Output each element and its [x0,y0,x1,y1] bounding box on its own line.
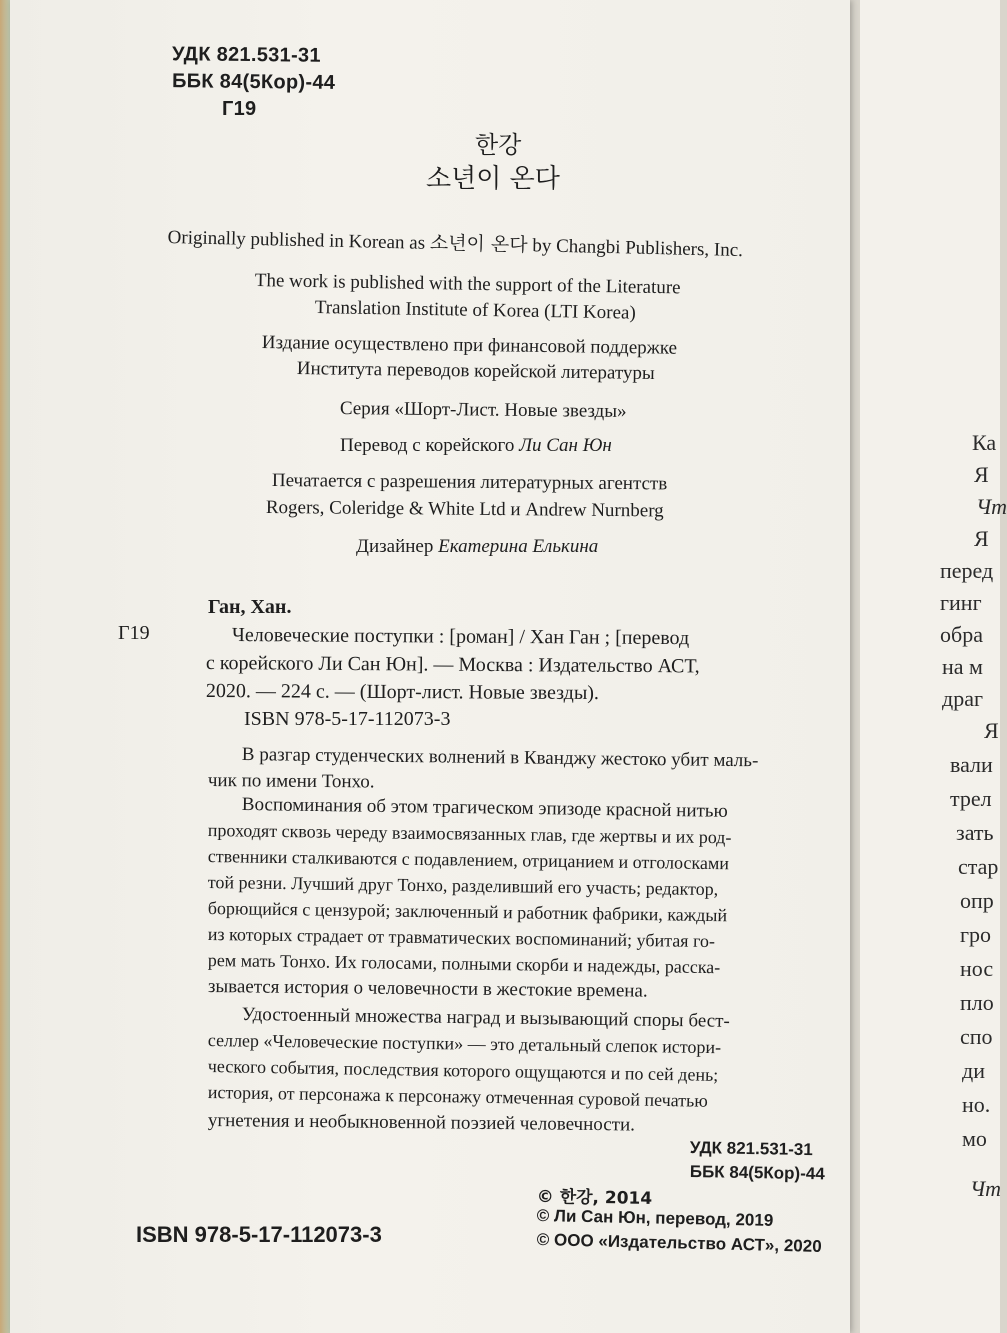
udk-code: УДК 821.531-31 [171,43,321,67]
catalog-line-2: с корейского Ли Сан Юн]. — Москва : Издательство АСТ, [205,652,700,678]
facing-page-fragment: зать [956,820,994,845]
facing-page-fragment: на м [942,654,983,679]
facing-page-fragment: Чт [976,494,1007,519]
facing-page-fragment: спо [960,1024,993,1049]
catalog-line-1: Человеческие поступки : [роман] / Хан Ган ; [перевод [231,624,690,650]
copyright-author [537,1182,653,1209]
facing-page-fragment: нос [960,956,994,981]
original-prefix: Originally published in Korean as [167,226,426,254]
facing-page-fragment: мо [962,1126,987,1151]
korean-title: 소년이 온다 [426,164,560,194]
original-suffix: by Changbi Publishers, Inc. [532,235,744,262]
permission-line-1: Печатается с разрешения литературных агентств [271,470,668,495]
annotation-line: ческого события, последствия которого ощущаются и по сей день; [207,1056,719,1085]
facing-page-fragment: но. [962,1092,991,1117]
support-line-2: Института переводов корейской литературы [296,358,655,384]
support-line-1: Издание осуществлено при финансовой поддержке [261,332,678,359]
annotation-line: В разгар студенческих волнений в Кванджу жестоко убит маль- [241,744,759,772]
facing-page-fragment: пло [960,990,994,1015]
annotation-line: ственники сталкиваются с подавлением, отрицанием и отголосками [207,846,730,874]
permission-line-2: Rogers, Coleridge & White Ltd и Andrew Nurnberg [265,497,664,522]
lti-line-1: The work is published with the support of the Literature [254,270,681,299]
annotation-line: селлер «Человеческие поступки» — это детальный слепок истори- [207,1030,722,1058]
annotation-line: из которых страдает от травматических воспоминаний; убитая го- [207,924,716,952]
annotation-line: Удостоенный множества наград и вызывающий споры бест- [241,1004,730,1032]
facing-page [860,0,1007,1333]
footer-isbn: ISBN 978-5-17-112073-3 [136,1222,382,1247]
catalog-code: Г19 [118,622,150,644]
author-mark: Г19 [222,98,257,120]
facing-page-fragment: вали [950,752,993,777]
annotation-line: той резни. Лучший друг Тонхо, разделивший его участь; редактор, [207,872,719,900]
footer-bbk: ББК 84(5Кор)-44 [689,1162,825,1184]
catalog-isbn: ISBN 978-5-17-112073-3 [244,708,451,730]
copyright-author-text: © 한강, 2014 [536,1186,653,1210]
facing-page-fragment: ди [962,1058,985,1083]
original-publication-line [167,222,743,262]
copyright-publisher: © ООО «Издательство АСТ», 2020 [536,1230,822,1256]
annotation-line: рем мать Тонхо. Их голосами, полными скорби и надежды, расска- [207,950,721,978]
facing-page-fragment: драг [942,686,983,711]
book-page [10,0,850,1333]
translator-name: Ли Сан Юн [519,435,612,456]
facing-page-fragment: Я [984,718,999,743]
translation-prefix: Перевод с корейского [340,435,515,456]
annotation-line: чик по имени Тонхо. [207,770,375,793]
annotation-line: Воспоминания об этом трагическом эпизоде красной нитью [241,794,728,822]
catalog-line-3: 2020. — 224 с. — (Шорт-лист. Новые звезды). [205,680,600,705]
translation-line [340,435,612,457]
facing-page-fragment: трел [950,786,992,811]
catalog-author: Ган, Хан. [208,596,292,618]
facing-page-fragment: обра [940,622,983,647]
footer-udk: УДК 821.531-31 [689,1138,813,1160]
facing-page-fragment: стар [958,854,999,879]
lti-line-2: Translation Institute of Korea (LTI Korea) [314,297,636,324]
annotation-line: история, от персонажа к персонажу отмеченная суровой печатью [207,1082,708,1111]
annotation-line: угнетения и необыкновенной поэзией человечности. [207,1110,636,1136]
copyright-translation: © Ли Сан Юн, перевод, 2019 [536,1206,774,1230]
facing-page-fragment: Чт [970,1176,1002,1201]
designer-name: Екатерина Елькина [438,536,599,557]
bbk-code: ББК 84(5Кор)-44 [171,70,336,94]
facing-page-fragment: перед [940,558,994,583]
facing-page-fragment: гро [960,922,992,947]
facing-page-fragment: гинг [940,590,982,615]
designer-line [356,536,598,558]
korean-author: 한강 [475,131,522,159]
series-line: Серия «Шорт-Лист. Новые звезды» [339,398,627,423]
facing-page-fragment: Я [974,462,989,487]
annotation-line: борющийся с цензурой; заключенный и работник фабрики, каждый [207,898,728,926]
annotation-line: зывается история о человечности в жестокие времена. [207,976,648,1002]
facing-page-fragment: Ка [972,430,997,455]
designer-prefix: Дизайнер [356,536,434,557]
facing-page-fragment: опр [960,888,994,913]
original-korean-title: 소년이 온다 [429,231,528,257]
annotation-line: проходят сквозь череду взаимосвязанных глав, где жертвы и их род- [207,820,732,848]
facing-page-fragment: Я [974,526,989,551]
